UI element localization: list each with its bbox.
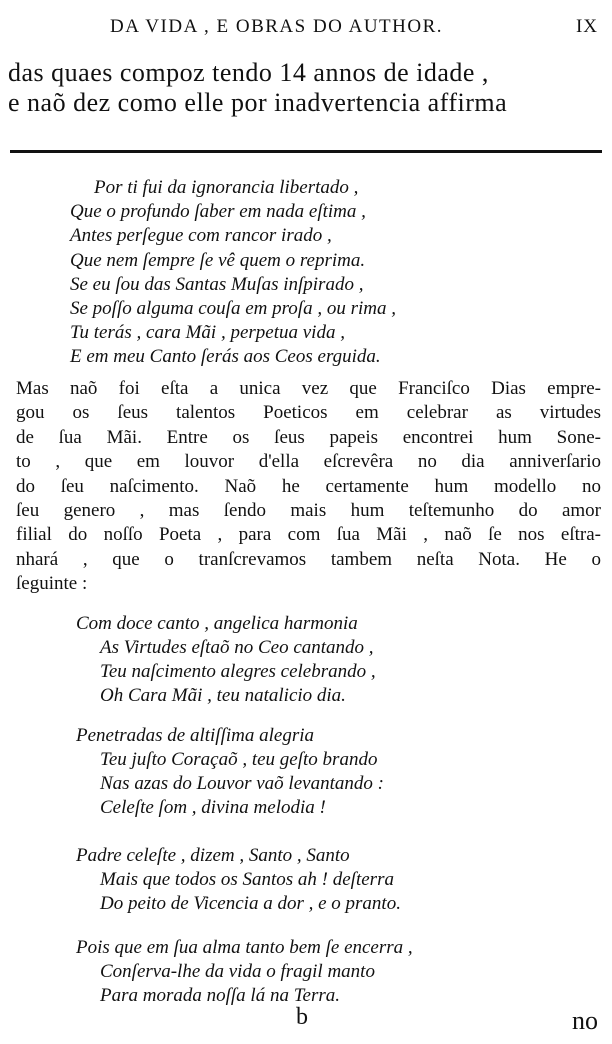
sonnet-quatrain-1 (76, 612, 376, 708)
verse-line: Tu terás , cara Mãi , perpetua vida , (70, 322, 345, 344)
lead-text (8, 58, 608, 118)
sonnet-line: Padre celeſte , dizem , Santo , Santo (76, 845, 350, 866)
catchword: no (572, 1006, 598, 1035)
sonnet-quatrain-2 (76, 724, 384, 820)
verse-line: Por ti fui da ignorancia libertado , (94, 177, 359, 198)
sonnet-line: Pois que em ſua alma tanto bem ſe encerra , (76, 937, 413, 958)
prose-line: nhará , que o tranſcrevamos tambem neſta Nota. He o (16, 548, 601, 570)
verse-line: Se eu ſou das Santas Muſas inſpirado , (70, 273, 364, 295)
verse-line: Que o profundo ſaber em nada eſtima , (70, 201, 366, 223)
verse-line: Que nem ſempre ſe vê quem o reprima. (70, 249, 366, 271)
running-head (0, 16, 612, 46)
sonnet-line: Celeſte ſom , divina melodia ! (100, 797, 326, 818)
prose-line: filial do noſſo Poeta , para com ſua Mãi , naõ ſe nos eſtra- (16, 524, 601, 546)
verse-stanza (70, 176, 396, 370)
sonnet-line: Com doce canto , angelica harmonia (76, 613, 358, 634)
prose-line: Mas naõ foi eſta a unica vez que Franciſco Dias empre- (16, 378, 601, 399)
verse-line: Antes perſegue com rancor irado , (70, 225, 332, 247)
page-number: IX (575, 16, 598, 37)
prose-line: gou os ſeus talentos Poeticos em celebrar as virtudes (16, 402, 601, 424)
prose-line: ſeguinte : (16, 573, 88, 595)
sonnet-line: Oh Cara Mãi , teu natalicio dia. (100, 685, 346, 706)
sonnet-line: Do peito de Vicencia a dor , e o pranto. (100, 893, 401, 914)
sonnet-tercet-2 (76, 936, 413, 1008)
sonnet-line: Teu naſcimento alegres celebrando , (100, 661, 376, 682)
sonnet-line: As Virtudes eſtaõ no Ceo cantando , (100, 637, 374, 658)
sonnet-line: Teu juſto Coraçaõ , teu geſto brando (100, 749, 378, 770)
running-title: DA VIDA , E OBRAS DO AUTHOR. (110, 16, 444, 37)
verse-line: Se poſſo alguma couſa em proſa , ou rima , (70, 298, 396, 320)
sonnet-line: Mais que todos os Santos ah ! deſterra (100, 869, 394, 890)
sonnet-line: Para morada noſſa lá na Terra. (100, 985, 340, 1006)
sonnet-line: Penetradas de altiſſima alegria (76, 725, 315, 746)
lead-line: das quaes compoz tendo 14 annos de idade , (8, 58, 489, 87)
signature-mark: b (296, 1004, 308, 1030)
prose-line: de ſua Mãi. Entre os ſeus papeis encontrei hum Sone- (16, 426, 601, 448)
sonnet-tercet-1 (76, 844, 401, 916)
sonnet-line: Nas azas do Louvor vaõ levantando : (100, 773, 384, 794)
prose-line: do ſeu naſcimento. Naõ he certamente hum modello no (16, 475, 601, 497)
prose-paragraph (16, 377, 601, 597)
sonnet-line: Conſerva-lhe da vida o fragil manto (100, 961, 375, 982)
prose-line: to , que em louvor d'ella eſcrevêra no dia anniverſario (16, 451, 601, 473)
lead-line: e naõ dez como elle por inadvertencia affirma (8, 88, 508, 117)
prose-line: ſeu genero , mas ſendo mais hum teſtemunho do amor (16, 500, 601, 522)
verse-line: E em meu Canto ſerás aos Ceos erguida. (70, 346, 381, 368)
horizontal-rule (10, 150, 602, 153)
